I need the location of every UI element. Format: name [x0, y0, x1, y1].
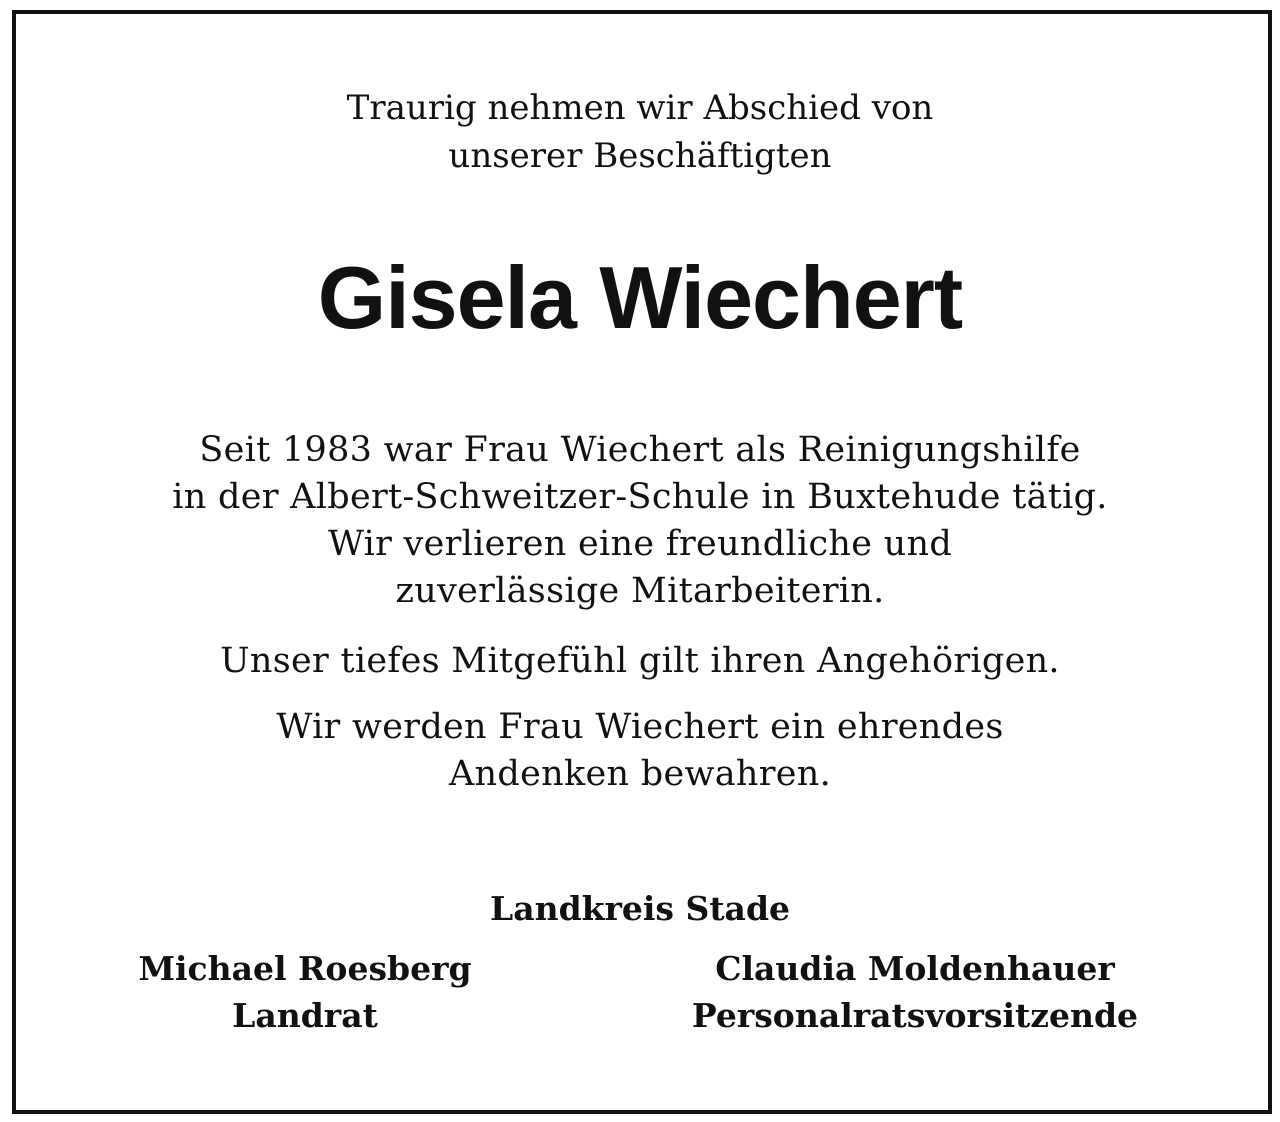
signatory-right [660, 945, 1170, 1039]
tribute-line: Seit 1983 war Frau Wiechert als Reinigungshilfe [199, 430, 1081, 470]
deceased-name: Gisela Wiechert [317, 248, 963, 347]
signatory-name: Michael Roesberg [138, 949, 472, 988]
condolence-line: Unser tiefes Mitgefühl gilt ihren Angehörigen. [220, 641, 1060, 681]
remembrance-paragraph [0, 704, 1280, 798]
intro-line: unserer Beschäftigten [448, 136, 832, 176]
signatory-name: Claudia Moldenhauer [715, 949, 1115, 988]
intro-text [0, 84, 1280, 180]
organization-name: Landkreis Stade [489, 889, 791, 928]
tribute-line: zuverlässige Mitarbeiterin. [395, 571, 885, 611]
remembrance-line: Andenken bewahren. [448, 754, 832, 794]
tribute-line: Wir verlieren eine freundliche und [327, 524, 953, 564]
remembrance-line: Wir werden Frau Wiechert ein ehrendes [276, 707, 1004, 747]
signatory-title: Landrat [232, 996, 378, 1035]
signatory-left [110, 945, 500, 1039]
signatory-title: Personalratsvorsitzende [691, 996, 1139, 1035]
tribute-paragraph [0, 427, 1280, 615]
tribute-line: in der Albert-Schweitzer-Schule in Buxtehude tätig. [172, 477, 1108, 517]
intro-line: Traurig nehmen wir Abschied von [346, 88, 934, 128]
condolence-paragraph [0, 638, 1280, 685]
